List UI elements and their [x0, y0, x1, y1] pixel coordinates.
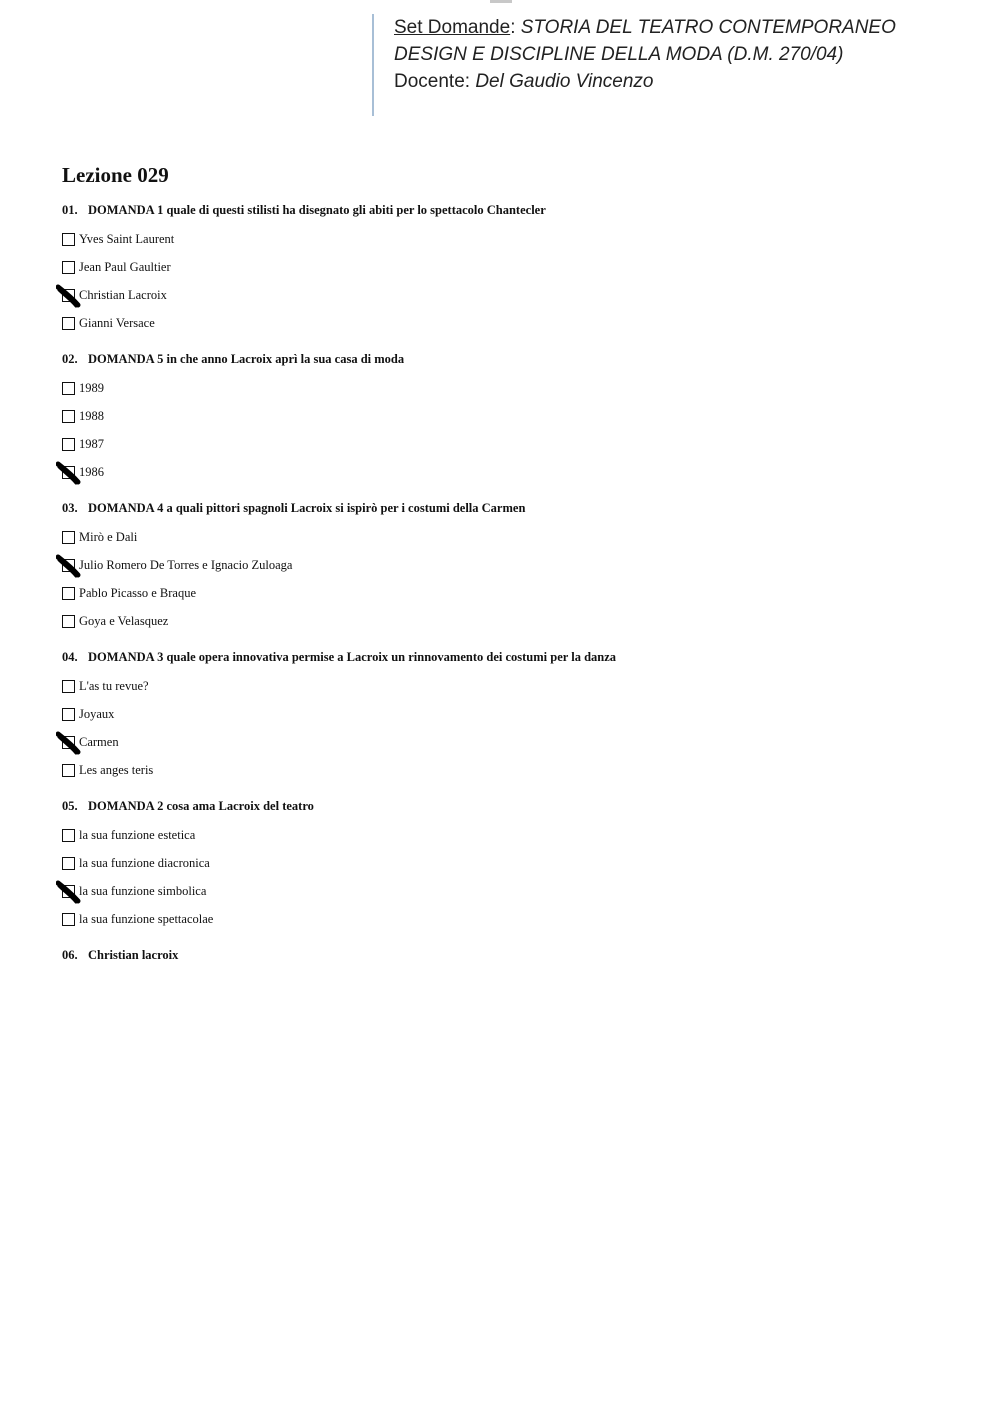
header-subtitle-line — [394, 41, 896, 68]
answer-label: L'as tu revue? — [79, 678, 149, 693]
question-heading — [62, 349, 942, 369]
question-text: DOMANDA 5 in che anno Lacroix aprì la sua casa di moda — [88, 352, 405, 366]
answer-checkbox[interactable] — [62, 559, 75, 572]
question-number: 06. — [62, 948, 78, 962]
answer-option[interactable] — [62, 430, 942, 458]
document-header — [372, 14, 896, 116]
question-text: DOMANDA 3 quale opera innovativa permise a Lacroix un rinnovamento dei costumi per la danza — [88, 650, 617, 664]
answer-option[interactable] — [62, 756, 942, 784]
answer-checkbox[interactable] — [62, 885, 75, 898]
question-heading — [62, 498, 942, 518]
answer-option[interactable] — [62, 579, 942, 607]
question-block — [62, 200, 942, 337]
answer-checkbox[interactable] — [62, 764, 75, 777]
course-title: STORIA DEL TEATRO CONTEMPORANEO — [520, 17, 896, 38]
question-number: 02. — [62, 352, 78, 366]
answer-checkbox[interactable] — [62, 680, 75, 693]
answer-option[interactable] — [62, 905, 942, 933]
answer-label: Julio Romero De Torres e Ignacio Zuloaga — [79, 557, 293, 572]
answer-option[interactable] — [62, 458, 942, 486]
question-block — [62, 349, 942, 486]
answer-option[interactable] — [62, 700, 942, 728]
answer-label: Joyaux — [79, 706, 115, 721]
answer-option[interactable] — [62, 309, 942, 337]
docente-label: Docente: — [394, 71, 471, 92]
answer-checkbox[interactable] — [62, 233, 75, 246]
question-text: DOMANDA 2 cosa ama Lacroix del teatro — [88, 799, 314, 813]
answer-label: 1987 — [79, 436, 104, 451]
answer-option[interactable] — [62, 607, 942, 635]
answer-label: Pablo Picasso e Braque — [79, 585, 196, 600]
question-block — [62, 796, 942, 933]
answer-checkbox[interactable] — [62, 587, 75, 600]
answer-checkbox[interactable] — [62, 438, 75, 451]
docente-name: Del Gaudio Vincenzo — [475, 71, 654, 92]
answer-label: Mirò e Dali — [79, 529, 138, 544]
answer-checkbox[interactable] — [62, 289, 75, 302]
answer-checkbox[interactable] — [62, 382, 75, 395]
question-number: 04. — [62, 650, 78, 664]
answer-option[interactable] — [62, 672, 942, 700]
answer-checkbox[interactable] — [62, 736, 75, 749]
answer-label: Christian Lacroix — [79, 287, 167, 302]
course-subtitle: DESIGN E DISCIPLINE DELLA MODA (D.M. 270/04) — [394, 44, 844, 65]
question-heading — [62, 945, 942, 965]
answer-label: la sua funzione simbolica — [79, 883, 207, 898]
answer-checkbox[interactable] — [62, 410, 75, 423]
answer-checkbox[interactable] — [62, 466, 75, 479]
question-heading — [62, 796, 942, 816]
answer-checkbox[interactable] — [62, 317, 75, 330]
answer-option[interactable] — [62, 402, 942, 430]
answer-option[interactable] — [62, 225, 942, 253]
answer-checkbox[interactable] — [62, 829, 75, 842]
answer-label: Jean Paul Gaultier — [79, 259, 171, 274]
header-docente-line — [394, 68, 896, 95]
answer-checkbox[interactable] — [62, 708, 75, 721]
set-colon: : — [510, 17, 521, 38]
question-text: DOMANDA 4 a quali pittori spagnoli Lacroix si ispirò per i costumi della Carmen — [88, 501, 526, 515]
question-block — [62, 498, 942, 635]
answer-label: 1988 — [79, 408, 104, 423]
question-heading — [62, 647, 942, 667]
answer-option[interactable] — [62, 821, 942, 849]
answer-label: Goya e Velasquez — [79, 613, 169, 628]
header-course-line — [394, 14, 896, 41]
question-list — [62, 200, 942, 965]
answer-label: 1986 — [79, 464, 104, 479]
answer-checkbox[interactable] — [62, 615, 75, 628]
top-marker — [490, 0, 512, 3]
answer-label: Les anges teris — [79, 762, 154, 777]
answer-option[interactable] — [62, 849, 942, 877]
answer-label: la sua funzione spettacolae — [79, 911, 214, 926]
answer-option[interactable] — [62, 523, 942, 551]
answer-checkbox[interactable] — [62, 913, 75, 926]
answer-option[interactable] — [62, 253, 942, 281]
answer-option[interactable] — [62, 281, 942, 309]
answer-option[interactable] — [62, 728, 942, 756]
question-text: Christian lacroix — [88, 948, 179, 962]
answer-label: la sua funzione estetica — [79, 827, 196, 842]
quiz-content — [62, 160, 942, 977]
question-heading — [62, 200, 942, 220]
answer-option[interactable] — [62, 551, 942, 579]
set-label: Set Domande — [394, 17, 511, 38]
answer-label: Gianni Versace — [79, 315, 155, 330]
question-block — [62, 647, 942, 784]
answer-option[interactable] — [62, 877, 942, 905]
question-number: 01. — [62, 203, 78, 217]
question-block — [62, 945, 942, 965]
answer-checkbox[interactable] — [62, 261, 75, 274]
answer-option[interactable] — [62, 374, 942, 402]
question-number: 03. — [62, 501, 78, 515]
lesson-title: Lezione 029 — [62, 163, 169, 187]
answer-label: 1989 — [79, 380, 104, 395]
answer-label: Yves Saint Laurent — [79, 231, 175, 246]
question-number: 05. — [62, 799, 78, 813]
answer-checkbox[interactable] — [62, 857, 75, 870]
answer-checkbox[interactable] — [62, 531, 75, 544]
answer-label: la sua funzione diacronica — [79, 855, 210, 870]
answer-label: Carmen — [79, 734, 119, 749]
question-text: DOMANDA 1 quale di questi stilisti ha disegnato gli abiti per lo spettacolo Chantecler — [88, 203, 546, 217]
